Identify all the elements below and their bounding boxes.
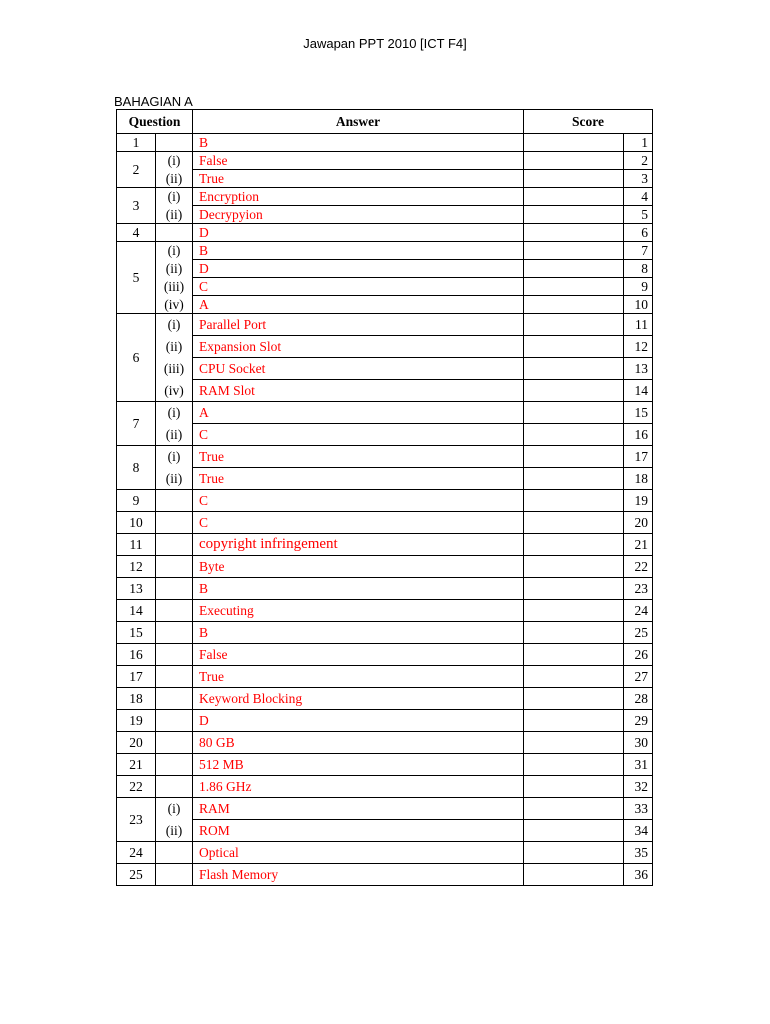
answer-cell: ROM <box>193 820 524 842</box>
sub-question: (iii) <box>156 358 193 380</box>
table-row <box>117 446 653 468</box>
question-number: 22 <box>117 776 156 798</box>
score-cell <box>524 732 624 754</box>
score-cell <box>524 206 624 224</box>
question-number: 5 <box>117 242 156 314</box>
table-row <box>117 424 653 446</box>
table-row <box>117 754 653 776</box>
table-row <box>117 278 653 296</box>
score-number: 14 <box>624 380 653 402</box>
sub-question <box>156 754 193 776</box>
score-cell <box>524 224 624 242</box>
answer-header: Answer <box>193 110 524 134</box>
table-row <box>117 336 653 358</box>
sub-question: (i) <box>156 446 193 468</box>
score-number: 8 <box>624 260 653 278</box>
sub-question <box>156 842 193 864</box>
sub-question <box>156 134 193 152</box>
score-cell <box>524 666 624 688</box>
score-number: 3 <box>624 170 653 188</box>
question-number: 23 <box>117 798 156 842</box>
score-cell <box>524 358 624 380</box>
table-row <box>117 820 653 842</box>
answer-cell: 1.86 GHz <box>193 776 524 798</box>
score-cell <box>524 314 624 336</box>
answer-cell: True <box>193 468 524 490</box>
answer-cell: C <box>193 512 524 534</box>
question-number: 11 <box>117 534 156 556</box>
answer-cell: True <box>193 446 524 468</box>
sub-question: (i) <box>156 402 193 424</box>
table-row <box>117 732 653 754</box>
sub-question: (ii) <box>156 468 193 490</box>
question-number: 24 <box>117 842 156 864</box>
score-cell <box>524 820 624 842</box>
score-cell <box>524 402 624 424</box>
question-header: Question <box>117 110 193 134</box>
answer-cell: C <box>193 278 524 296</box>
score-cell <box>524 556 624 578</box>
question-number: 1 <box>117 134 156 152</box>
answer-table-body <box>117 134 653 886</box>
table-row <box>117 622 653 644</box>
score-cell <box>524 380 624 402</box>
sub-question: (iv) <box>156 296 193 314</box>
score-cell <box>524 446 624 468</box>
sub-question: (ii) <box>156 170 193 188</box>
answer-cell: 512 MB <box>193 754 524 776</box>
score-number: 21 <box>624 534 653 556</box>
question-number: 15 <box>117 622 156 644</box>
score-number: 24 <box>624 600 653 622</box>
sub-question <box>156 578 193 600</box>
score-number: 2 <box>624 152 653 170</box>
answer-cell: Flash Memory <box>193 864 524 886</box>
table-header-row <box>117 110 653 134</box>
answer-cell: B <box>193 242 524 260</box>
score-number: 27 <box>624 666 653 688</box>
question-number: 20 <box>117 732 156 754</box>
sub-question: (ii) <box>156 260 193 278</box>
table-row <box>117 490 653 512</box>
answer-cell: D <box>193 710 524 732</box>
question-number: 13 <box>117 578 156 600</box>
sub-question: (ii) <box>156 336 193 358</box>
sub-question <box>156 512 193 534</box>
score-number: 19 <box>624 490 653 512</box>
table-row <box>117 776 653 798</box>
sub-question: (i) <box>156 314 193 336</box>
score-number: 18 <box>624 468 653 490</box>
score-cell <box>524 134 624 152</box>
table-row <box>117 556 653 578</box>
sub-question <box>156 490 193 512</box>
question-number: 17 <box>117 666 156 688</box>
score-cell <box>524 798 624 820</box>
score-cell <box>524 188 624 206</box>
score-cell <box>524 490 624 512</box>
answer-cell: Keyword Blocking <box>193 688 524 710</box>
question-number: 8 <box>117 446 156 490</box>
score-cell <box>524 710 624 732</box>
sub-question <box>156 688 193 710</box>
answer-cell: False <box>193 152 524 170</box>
table-row <box>117 224 653 242</box>
sub-question: (iii) <box>156 278 193 296</box>
score-cell <box>524 864 624 886</box>
score-cell <box>524 600 624 622</box>
sub-question <box>156 600 193 622</box>
answer-cell: False <box>193 644 524 666</box>
score-cell <box>524 578 624 600</box>
table-row <box>117 188 653 206</box>
sub-question <box>156 732 193 754</box>
score-cell <box>524 688 624 710</box>
question-number: 16 <box>117 644 156 666</box>
sub-question <box>156 644 193 666</box>
table-row <box>117 358 653 380</box>
table-row <box>117 864 653 886</box>
score-number: 7 <box>624 242 653 260</box>
table-row <box>117 134 653 152</box>
sub-question: (i) <box>156 798 193 820</box>
sub-question: (iv) <box>156 380 193 402</box>
answer-cell: Optical <box>193 842 524 864</box>
table-row <box>117 600 653 622</box>
question-number: 10 <box>117 512 156 534</box>
score-cell <box>524 644 624 666</box>
question-number: 18 <box>117 688 156 710</box>
table-row <box>117 170 653 188</box>
score-number: 12 <box>624 336 653 358</box>
table-row <box>117 402 653 424</box>
question-number: 2 <box>117 152 156 188</box>
score-cell <box>524 512 624 534</box>
table-row <box>117 260 653 278</box>
answer-cell: C <box>193 424 524 446</box>
score-number: 4 <box>624 188 653 206</box>
score-number: 15 <box>624 402 653 424</box>
sub-question: (ii) <box>156 424 193 446</box>
sub-question <box>156 776 193 798</box>
answer-cell: Executing <box>193 600 524 622</box>
sub-question: (ii) <box>156 820 193 842</box>
answer-cell: copyright infringement <box>193 534 524 556</box>
question-number: 25 <box>117 864 156 886</box>
question-number: 21 <box>117 754 156 776</box>
table-row <box>117 666 653 688</box>
score-number: 25 <box>624 622 653 644</box>
answer-cell: RAM <box>193 798 524 820</box>
score-number: 11 <box>624 314 653 336</box>
answer-cell: Encryption <box>193 188 524 206</box>
score-cell <box>524 754 624 776</box>
score-cell <box>524 424 624 446</box>
score-cell <box>524 468 624 490</box>
table-row <box>117 242 653 260</box>
score-number: 10 <box>624 296 653 314</box>
table-row <box>117 688 653 710</box>
answer-table <box>116 109 653 886</box>
question-number: 4 <box>117 224 156 242</box>
score-number: 23 <box>624 578 653 600</box>
sub-question <box>156 224 193 242</box>
table-row <box>117 798 653 820</box>
document-title: Jawapan PPT 2010 [ICT F4] <box>303 36 467 51</box>
table-row <box>117 314 653 336</box>
question-number: 6 <box>117 314 156 402</box>
answer-cell: B <box>193 578 524 600</box>
score-number: 5 <box>624 206 653 224</box>
answer-cell: Byte <box>193 556 524 578</box>
answer-cell: A <box>193 402 524 424</box>
score-cell <box>524 622 624 644</box>
score-cell <box>524 776 624 798</box>
answer-cell: D <box>193 260 524 278</box>
question-number: 3 <box>117 188 156 224</box>
answer-cell: B <box>193 134 524 152</box>
score-number: 29 <box>624 710 653 732</box>
answer-cell: RAM Slot <box>193 380 524 402</box>
table-row <box>117 512 653 534</box>
table-row <box>117 206 653 224</box>
score-number: 17 <box>624 446 653 468</box>
score-cell <box>524 336 624 358</box>
answer-cell: B <box>193 622 524 644</box>
score-number: 33 <box>624 798 653 820</box>
answer-cell: True <box>193 666 524 688</box>
score-number: 34 <box>624 820 653 842</box>
score-number: 13 <box>624 358 653 380</box>
score-number: 20 <box>624 512 653 534</box>
sub-question <box>156 556 193 578</box>
score-cell <box>524 242 624 260</box>
sub-question: (i) <box>156 242 193 260</box>
score-number: 32 <box>624 776 653 798</box>
table-row <box>117 296 653 314</box>
table-row <box>117 578 653 600</box>
sub-question <box>156 622 193 644</box>
answer-cell: D <box>193 224 524 242</box>
question-number: 12 <box>117 556 156 578</box>
score-cell <box>524 278 624 296</box>
question-number: 7 <box>117 402 156 446</box>
score-number: 28 <box>624 688 653 710</box>
score-cell <box>524 260 624 278</box>
score-cell <box>524 296 624 314</box>
table-row <box>117 152 653 170</box>
answer-cell: C <box>193 490 524 512</box>
score-number: 36 <box>624 864 653 886</box>
question-number: 9 <box>117 490 156 512</box>
sub-question <box>156 864 193 886</box>
table-row <box>117 534 653 556</box>
answer-cell: Decrypyion <box>193 206 524 224</box>
table-row <box>117 468 653 490</box>
section-heading: BAHAGIAN A <box>114 94 193 109</box>
question-number: 19 <box>117 710 156 732</box>
sub-question <box>156 710 193 732</box>
score-cell <box>524 534 624 556</box>
score-cell <box>524 842 624 864</box>
answer-cell: True <box>193 170 524 188</box>
score-number: 1 <box>624 134 653 152</box>
question-number: 14 <box>117 600 156 622</box>
table-row <box>117 842 653 864</box>
score-header: Score <box>524 110 653 134</box>
sub-question <box>156 534 193 556</box>
sub-question: (ii) <box>156 206 193 224</box>
sub-question: (i) <box>156 188 193 206</box>
score-number: 9 <box>624 278 653 296</box>
answer-cell: 80 GB <box>193 732 524 754</box>
score-cell <box>524 152 624 170</box>
score-number: 16 <box>624 424 653 446</box>
score-number: 35 <box>624 842 653 864</box>
score-number: 6 <box>624 224 653 242</box>
score-number: 30 <box>624 732 653 754</box>
score-number: 31 <box>624 754 653 776</box>
answer-cell: Parallel Port <box>193 314 524 336</box>
answer-cell: CPU Socket <box>193 358 524 380</box>
sub-question: (i) <box>156 152 193 170</box>
table-row <box>117 710 653 732</box>
sub-question <box>156 666 193 688</box>
score-number: 22 <box>624 556 653 578</box>
answer-cell: Expansion Slot <box>193 336 524 358</box>
table-row <box>117 380 653 402</box>
table-row <box>117 644 653 666</box>
score-cell <box>524 170 624 188</box>
answer-cell: A <box>193 296 524 314</box>
score-number: 26 <box>624 644 653 666</box>
